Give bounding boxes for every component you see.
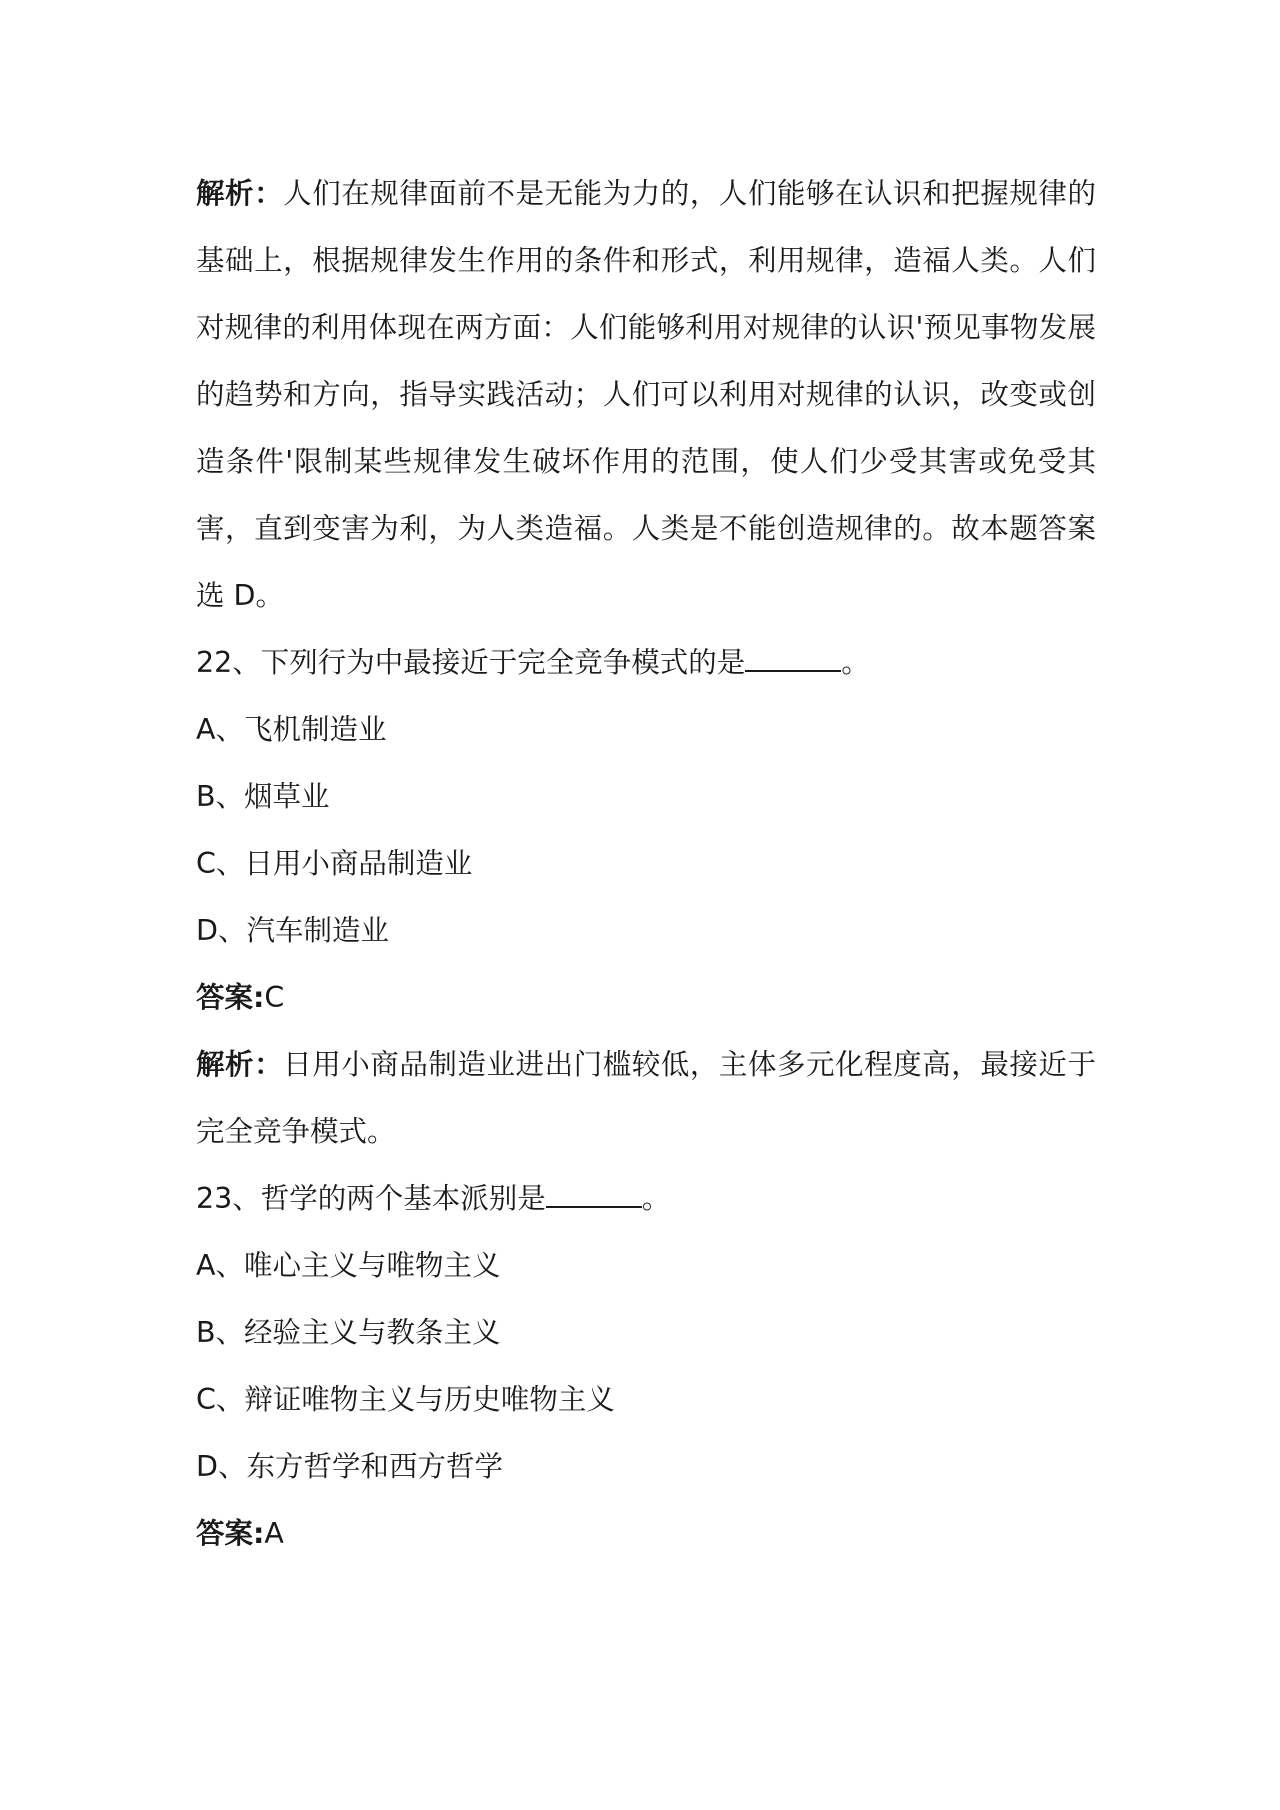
answer-blank (745, 646, 841, 672)
document-page (196, 160, 1096, 1567)
prev-analysis (196, 160, 1096, 629)
q23-option-a: A、唯心主义与唯物主义 (196, 1249, 501, 1282)
answer-label: 答案: (196, 981, 265, 1014)
question-text: 23、哲学的两个基本派别是 (196, 1182, 546, 1215)
q22-option-d: D、汽车制造业 (196, 914, 389, 947)
analysis-label: 解析： (196, 1048, 284, 1081)
question-end: 。 (641, 1182, 671, 1215)
answer-label: 答案: (196, 1517, 265, 1550)
q22-analysis (196, 1031, 1096, 1165)
analysis-label: 解析： (196, 177, 284, 210)
q23-option-d: D、东方哲学和西方哲学 (196, 1450, 503, 1483)
answer-value: A (264, 1517, 284, 1550)
q22-answer (196, 964, 1096, 1031)
q22-option-a: A、飞机制造业 (196, 713, 387, 746)
analysis-text: 日用小商品制造业进出门槛较低，主体多元化程度高，最接近于完全竞争模式。 (196, 1048, 1096, 1148)
question-23-stem (196, 1165, 1096, 1232)
question-text: 22、下列行为中最接近于完全竞争模式的是 (196, 646, 746, 679)
question-22-stem (196, 629, 1096, 696)
q22-option-c: C、日用小商品制造业 (196, 847, 473, 880)
q23-option-b: B、经验主义与教条主义 (196, 1316, 501, 1349)
q22-option-b: B、烟草业 (196, 780, 330, 813)
q23-option-c: C、辩证唯物主义与历史唯物主义 (196, 1383, 615, 1416)
q23-answer (196, 1500, 1096, 1567)
question-end: 。 (841, 646, 870, 679)
answer-blank (546, 1182, 642, 1208)
analysis-text: 人们在规律面前不是无能为力的，人们能够在认识和把握规律的基础上，根据规律发生作用的条件和形式，利用规律，造福人类。人们对规律的利用体现在两方面：人们能够利用对规律的认识'预见事物发展的趋势和方向，指导实践活动；人们可以利用对规律的认识，改变或创造条件'限制某些规律发生破坏作用的范围，使人们少受其害或免受其害，直到变害为利，为人类造福。人类是不能创造规律的。故本题答案选 D。 (196, 177, 1096, 612)
answer-value: C (264, 981, 285, 1014)
